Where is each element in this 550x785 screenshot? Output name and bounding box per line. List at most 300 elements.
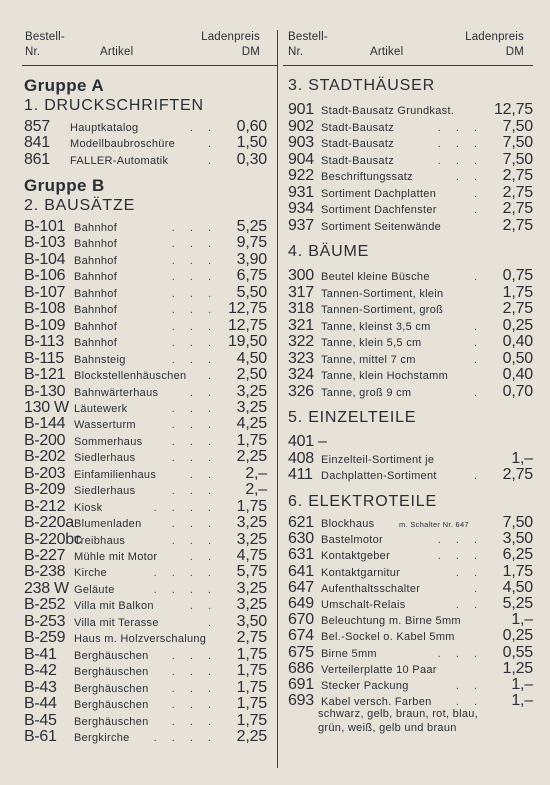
leader-dots: . . . <box>437 138 483 150</box>
list-item <box>288 268 533 284</box>
leader-dots: . . . <box>171 715 217 728</box>
article-name: Tannen-Sortiment, klein <box>321 287 444 300</box>
list-item <box>288 301 533 317</box>
leader-dots: . . . <box>171 452 217 465</box>
leader-dots: . . . <box>171 666 217 679</box>
order-number: B-44 <box>24 695 57 713</box>
leader-dots: . <box>207 138 217 151</box>
article-name: Berghäuschen <box>74 666 149 679</box>
bestell-label: Bestell- <box>25 31 65 43</box>
article-name: Verteilerplatte 10 Paar <box>321 663 437 676</box>
leader-dots: . . . . <box>153 583 217 596</box>
article-name: Bahnwärterhaus <box>74 386 159 399</box>
price: 5,50 <box>236 283 267 301</box>
price: 2,25 <box>236 448 267 466</box>
list-item <box>288 367 533 383</box>
leader-dots: . . <box>189 600 217 613</box>
order-number: B-259 <box>24 629 66 647</box>
article-name: Beschriftungssatz <box>321 171 413 183</box>
list-item <box>288 467 533 483</box>
order-number: B-45 <box>24 711 57 729</box>
order-number: 691 <box>288 676 314 693</box>
order-number: 326 <box>288 382 314 400</box>
order-number: 675 <box>288 643 314 661</box>
list-item <box>24 713 267 729</box>
price: 1,75 <box>236 695 267 713</box>
price: 1,– <box>511 449 533 467</box>
list-item <box>24 581 267 597</box>
price: 1,75 <box>236 645 267 663</box>
order-number: 647 <box>288 578 314 596</box>
order-number: 324 <box>288 366 314 383</box>
nr-label: Nr. <box>25 46 41 58</box>
article-name: Hauptkatalog <box>70 122 139 134</box>
order-number: B-115 <box>24 349 65 367</box>
artikel-label: Artikel <box>370 46 404 58</box>
price: 12,75 <box>227 300 267 318</box>
price: 2,75 <box>502 466 533 483</box>
leader-dots: . . <box>455 566 483 579</box>
leader-dots: . . . <box>171 682 217 695</box>
leader-dots: . <box>473 337 483 349</box>
leader-dots: . . . . <box>153 567 217 580</box>
list-item <box>288 628 533 644</box>
price: 7,50 <box>502 514 533 531</box>
price: 0,70 <box>502 382 533 400</box>
article-name: Villa mit Terasse <box>74 616 159 629</box>
list-item <box>288 645 533 661</box>
order-number: B-252 <box>24 596 66 614</box>
order-number: 903 <box>288 134 314 151</box>
article-name: Bahnhof <box>74 238 118 251</box>
order-number: 321 <box>288 316 314 334</box>
price: 0,40 <box>502 333 533 350</box>
order-number: 931 <box>288 183 314 201</box>
list-item <box>24 268 267 284</box>
order-number: 857 <box>24 118 50 135</box>
section-title: 5. EINZELTEILE <box>288 409 417 426</box>
order-number: B-61 <box>24 727 57 745</box>
price: 7,50 <box>502 117 533 135</box>
list-item <box>288 152 533 168</box>
price: 6,75 <box>236 267 267 285</box>
price: 4,25 <box>236 415 267 433</box>
price: 2,75 <box>502 183 533 201</box>
article-name: Stecker Packung <box>321 680 409 692</box>
order-number: 238 W <box>24 579 69 597</box>
list-item <box>288 185 533 201</box>
order-number: B-103 <box>24 234 66 252</box>
price: 0,40 <box>502 366 533 383</box>
price: 3,25 <box>236 398 267 416</box>
leader-dots: . . <box>455 696 483 709</box>
list-item <box>24 301 267 317</box>
order-number: B-42 <box>24 662 57 680</box>
price: 3,50 <box>502 530 533 548</box>
article-name: Bahnhof <box>74 337 118 350</box>
leader-dots: . <box>207 154 217 167</box>
ladenpreis-label: Ladenpreis <box>465 31 524 43</box>
list-item <box>288 119 533 135</box>
section-title: 1. DRUCKSCHRIFTEN <box>24 97 204 114</box>
list-item <box>24 499 267 515</box>
order-number: B-227 <box>24 547 66 564</box>
order-number: B-220a <box>24 514 74 532</box>
list-item <box>288 334 533 350</box>
price: 5,75 <box>236 563 267 581</box>
price: 0,55 <box>502 643 533 661</box>
list-item <box>288 351 533 367</box>
order-number: 693 <box>288 692 314 710</box>
price: 3,50 <box>236 612 267 630</box>
list-item <box>288 612 533 628</box>
leader-dots: . . <box>189 386 217 399</box>
leader-dots: . . . <box>437 534 483 547</box>
article-name: Birne 5mm <box>321 647 377 660</box>
price: 1,25 <box>502 659 533 677</box>
list-item <box>24 152 267 168</box>
order-number: 641 <box>288 562 314 580</box>
leader-dots: . . <box>455 599 483 611</box>
leader-dots: . . <box>189 551 217 563</box>
column-divider <box>277 30 278 768</box>
section-title: 4. BÄUME <box>288 243 370 260</box>
article-name: Siedlerhaus <box>74 485 136 498</box>
list-item <box>24 252 267 268</box>
price: 3,25 <box>236 382 267 400</box>
leader-dots: . . . <box>171 402 217 415</box>
article-name: Bahnhof <box>74 222 118 234</box>
list-item <box>24 367 267 383</box>
leader-dots: . <box>473 271 483 283</box>
list-item <box>24 235 267 251</box>
order-number: B-113 <box>24 333 65 351</box>
price: 1,75 <box>502 562 533 580</box>
price: 3,90 <box>236 250 267 268</box>
order-number: B-109 <box>24 316 66 334</box>
list-item <box>288 661 533 677</box>
list-item <box>24 119 267 135</box>
article-name: Treibhaus <box>74 534 126 547</box>
price: 2,25 <box>236 727 267 745</box>
article-name: Kontaktgarnitur <box>321 566 401 579</box>
list-item <box>24 630 267 646</box>
article-name: Stadt-Bausatz Grundkast. <box>321 105 455 117</box>
list-item <box>24 400 267 416</box>
order-number: 408 <box>288 449 314 467</box>
dm-label: DM <box>241 46 260 58</box>
article-name: Läutewerk <box>74 402 128 415</box>
order-number: B-41 <box>24 645 57 663</box>
order-number: B-144 <box>24 415 66 433</box>
list-item <box>24 135 267 151</box>
price: 3,25 <box>236 514 267 532</box>
article-name: Dachplatten-Sortiment <box>321 470 437 482</box>
article-name: Sortiment Dachplatten <box>321 187 437 200</box>
price: 2,75 <box>502 300 533 317</box>
article-name: Modellbaubroschüre <box>70 138 176 151</box>
list-item <box>288 531 533 547</box>
article-name: Bahnhof <box>74 304 118 317</box>
leader-dots: . . . <box>171 353 217 366</box>
order-number: B-253 <box>24 612 66 630</box>
price: 12,75 <box>227 316 267 334</box>
leader-dots: . <box>473 320 483 333</box>
order-number: 411 <box>288 466 313 483</box>
order-number: B-101 <box>24 218 66 235</box>
price: 0,60 <box>236 118 267 135</box>
order-number: 902 <box>288 117 314 135</box>
price: 0,75 <box>502 267 533 284</box>
article-name: Berghäuschen <box>74 649 149 662</box>
list-item <box>288 318 533 334</box>
bestell-label: Bestell- <box>288 31 328 43</box>
leader-dots: . <box>207 616 217 629</box>
header-rule <box>22 65 277 66</box>
article-name: Bergkirche <box>74 731 130 744</box>
order-number: 841 <box>24 134 50 152</box>
leader-dots: . <box>473 204 483 216</box>
price: 2,50 <box>236 366 267 384</box>
section-title: 3. STADTHÄUSER <box>288 77 435 94</box>
dm-label: DM <box>505 46 524 58</box>
price: 1,75 <box>236 662 267 680</box>
article-name: Siedlerhaus <box>74 452 136 465</box>
price: 1,– <box>511 676 533 693</box>
order-number: B-200 <box>24 431 66 449</box>
article-name: Bahnhof <box>74 320 118 333</box>
nr-label: Nr. <box>288 46 304 58</box>
article-name: Kontaktgeber <box>321 550 391 563</box>
list-item <box>288 451 533 467</box>
order-number: 318 <box>288 300 314 317</box>
order-number: 322 <box>288 333 314 350</box>
leader-dots: . . . <box>171 534 217 547</box>
list-item <box>24 532 267 548</box>
leader-dots: . . . <box>437 647 483 660</box>
list-item <box>24 647 267 663</box>
article-name: Aufenthaltsschalter <box>321 582 421 595</box>
group-b-title: Gruppe B <box>24 176 105 195</box>
leader-dots: . . . <box>437 550 483 563</box>
order-number: B-130 <box>24 382 66 400</box>
list-item <box>288 384 533 400</box>
list-item <box>288 580 533 596</box>
article-name: Tanne, kleinst 3,5 cm <box>321 320 431 333</box>
price: 1,– <box>511 692 533 710</box>
section-title: 2. BAUSÄTZE <box>24 197 136 214</box>
cable-colors-line-2: grün, weiß, gelb und braun <box>318 722 457 734</box>
article-name: Villa mit Balkon <box>74 600 154 613</box>
price: 3,25 <box>236 530 267 548</box>
order-number: 317 <box>288 283 314 301</box>
leader-dots: . . . <box>171 287 217 300</box>
list-item <box>24 482 267 498</box>
order-number: 649 <box>288 595 314 612</box>
list-item <box>24 334 267 350</box>
leader-dots: . . . <box>437 154 483 167</box>
price: 1,75 <box>236 497 267 515</box>
leader-dots: . . . <box>171 419 217 432</box>
order-number: 631 <box>288 546 314 564</box>
order-number: 937 <box>288 216 314 234</box>
order-number: B-238 <box>24 563 66 581</box>
list-item <box>24 433 267 449</box>
order-number: B-104 <box>24 250 66 268</box>
list-item <box>288 201 533 217</box>
order-number: B-203 <box>24 464 66 482</box>
list-item <box>288 693 533 709</box>
article-name: Kabel versch. Farben <box>321 696 432 709</box>
price: 4,50 <box>502 578 533 596</box>
leader-dots: . . . <box>171 518 217 531</box>
article-name: Tanne, klein Hochstamm <box>321 370 449 382</box>
article-name: Tanne, klein 5,5 cm <box>321 337 422 349</box>
leader-dots: . . . <box>171 649 217 662</box>
article-name: Einzelteil-Sortiment je <box>321 453 435 466</box>
article-name: Blockhaus <box>321 518 375 530</box>
list-item <box>24 285 267 301</box>
article-name: Sortiment Seitenwände <box>321 220 442 233</box>
order-number: 904 <box>288 150 314 168</box>
price: 0,30 <box>236 150 267 168</box>
list-item <box>288 434 533 450</box>
order-number: 922 <box>288 167 314 184</box>
article-name: Umschalt-Relais <box>321 599 406 611</box>
list-item <box>24 614 267 630</box>
leader-dots: . . . <box>171 271 217 284</box>
price: 7,50 <box>502 150 533 168</box>
article-name: Bahnhof <box>74 287 118 300</box>
article-name: Blockstellenhäuschen <box>74 370 187 383</box>
price: 4,50 <box>236 349 267 367</box>
article-name: Beutel kleine Büsche <box>321 271 430 283</box>
list-item <box>24 351 267 367</box>
order-number: 630 <box>288 530 314 548</box>
order-number: 861 <box>24 150 50 168</box>
article-note: m. Schalter Nr. 647 <box>399 520 469 529</box>
order-number: 621 <box>288 514 314 531</box>
list-item <box>288 596 533 612</box>
price: 1,– <box>511 611 533 629</box>
price: 2,– <box>245 464 267 482</box>
leader-dots: . . <box>455 171 483 183</box>
order-number: B-43 <box>24 678 57 696</box>
cable-colors-line-1: schwarz, gelb, braun, rot, blau, <box>318 708 479 720</box>
article-name: Wasserturm <box>74 419 136 432</box>
order-number: 686 <box>288 659 314 677</box>
price: 7,50 <box>502 134 533 151</box>
list-item <box>288 285 533 301</box>
price: 0,50 <box>502 349 533 367</box>
order-number: 323 <box>288 349 314 367</box>
price: 2,75 <box>502 216 533 234</box>
article-name: Haus m. Holzverschalung <box>74 633 207 646</box>
section-title: 6. ELEKTROTEILE <box>288 493 437 510</box>
price: 4,75 <box>236 547 267 564</box>
list-item <box>288 218 533 234</box>
group-a-title: Gruppe A <box>24 76 105 95</box>
list-item <box>24 219 267 235</box>
leader-dots: . . . <box>171 304 217 317</box>
list-item <box>288 515 533 531</box>
price: 1,75 <box>236 711 267 729</box>
price: 12,75 <box>493 101 533 118</box>
leader-dots: . <box>473 470 483 482</box>
price: 0,25 <box>502 627 533 645</box>
leader-dots: . . <box>189 122 217 134</box>
leader-dots: . <box>473 582 483 595</box>
article-name: Tanne, groß 9 cm <box>321 386 412 399</box>
price: 5,25 <box>502 595 533 612</box>
order-number: B-212 <box>24 497 66 515</box>
list-item <box>24 548 267 564</box>
list-item <box>288 677 533 693</box>
leader-dots: . . <box>455 680 483 692</box>
leader-dots: . <box>473 353 483 366</box>
list-item <box>24 449 267 465</box>
list-item <box>288 135 533 151</box>
list-item <box>24 466 267 482</box>
list-item <box>24 729 267 745</box>
article-name: Tannen-Sortiment, groß <box>321 304 444 316</box>
article-name: Kirche <box>74 567 107 580</box>
order-number: B-209 <box>24 481 66 499</box>
article-name: Bahnhof <box>74 254 118 267</box>
price: 19,50 <box>227 333 267 351</box>
order-number: B-220bc <box>24 530 82 548</box>
article-name: Einfamilienhaus <box>74 468 157 481</box>
article-name: Bahnhof <box>74 271 118 284</box>
leader-dots: . <box>473 187 483 200</box>
article-name: Bahnsteig <box>74 353 126 366</box>
article-name: Stadt-Bausatz <box>321 121 394 134</box>
leader-dots: . . . <box>171 254 217 267</box>
list-item <box>24 318 267 334</box>
article-name: Stadt-Bausatz <box>321 154 394 167</box>
leader-dots: . <box>473 386 483 399</box>
leader-dots: . . . <box>437 121 483 134</box>
article-name: Tanne, mittel 7 cm <box>321 353 416 366</box>
order-number: B-107 <box>24 283 66 301</box>
header-rule <box>283 65 533 66</box>
order-number: B-121 <box>24 366 66 384</box>
list-item <box>288 547 533 563</box>
leader-dots: . . . <box>171 699 217 712</box>
price: 3,25 <box>236 579 267 597</box>
order-number: B-106 <box>24 267 66 285</box>
article-name: Kiosk <box>74 501 103 514</box>
price: 1,75 <box>236 431 267 449</box>
price: 1,50 <box>236 134 267 152</box>
price: 2,75 <box>236 629 267 647</box>
article-name: FALLER-Automatik <box>70 154 169 167</box>
price: 2,75 <box>502 167 533 184</box>
price: 6,25 <box>502 546 533 564</box>
order-number: 670 <box>288 611 314 629</box>
article-name: Berghäuschen <box>74 699 149 712</box>
leader-dots: . . . <box>171 320 217 333</box>
ladenpreis-label: Ladenpreis <box>201 31 260 43</box>
list-item <box>24 416 267 432</box>
article-name: Blumenladen <box>74 518 142 531</box>
order-number: 901 <box>288 101 314 118</box>
price: 9,75 <box>236 234 267 252</box>
list-item <box>24 597 267 613</box>
list-item <box>24 515 267 531</box>
order-number: 130 W <box>24 398 69 416</box>
price: 1,75 <box>236 678 267 696</box>
